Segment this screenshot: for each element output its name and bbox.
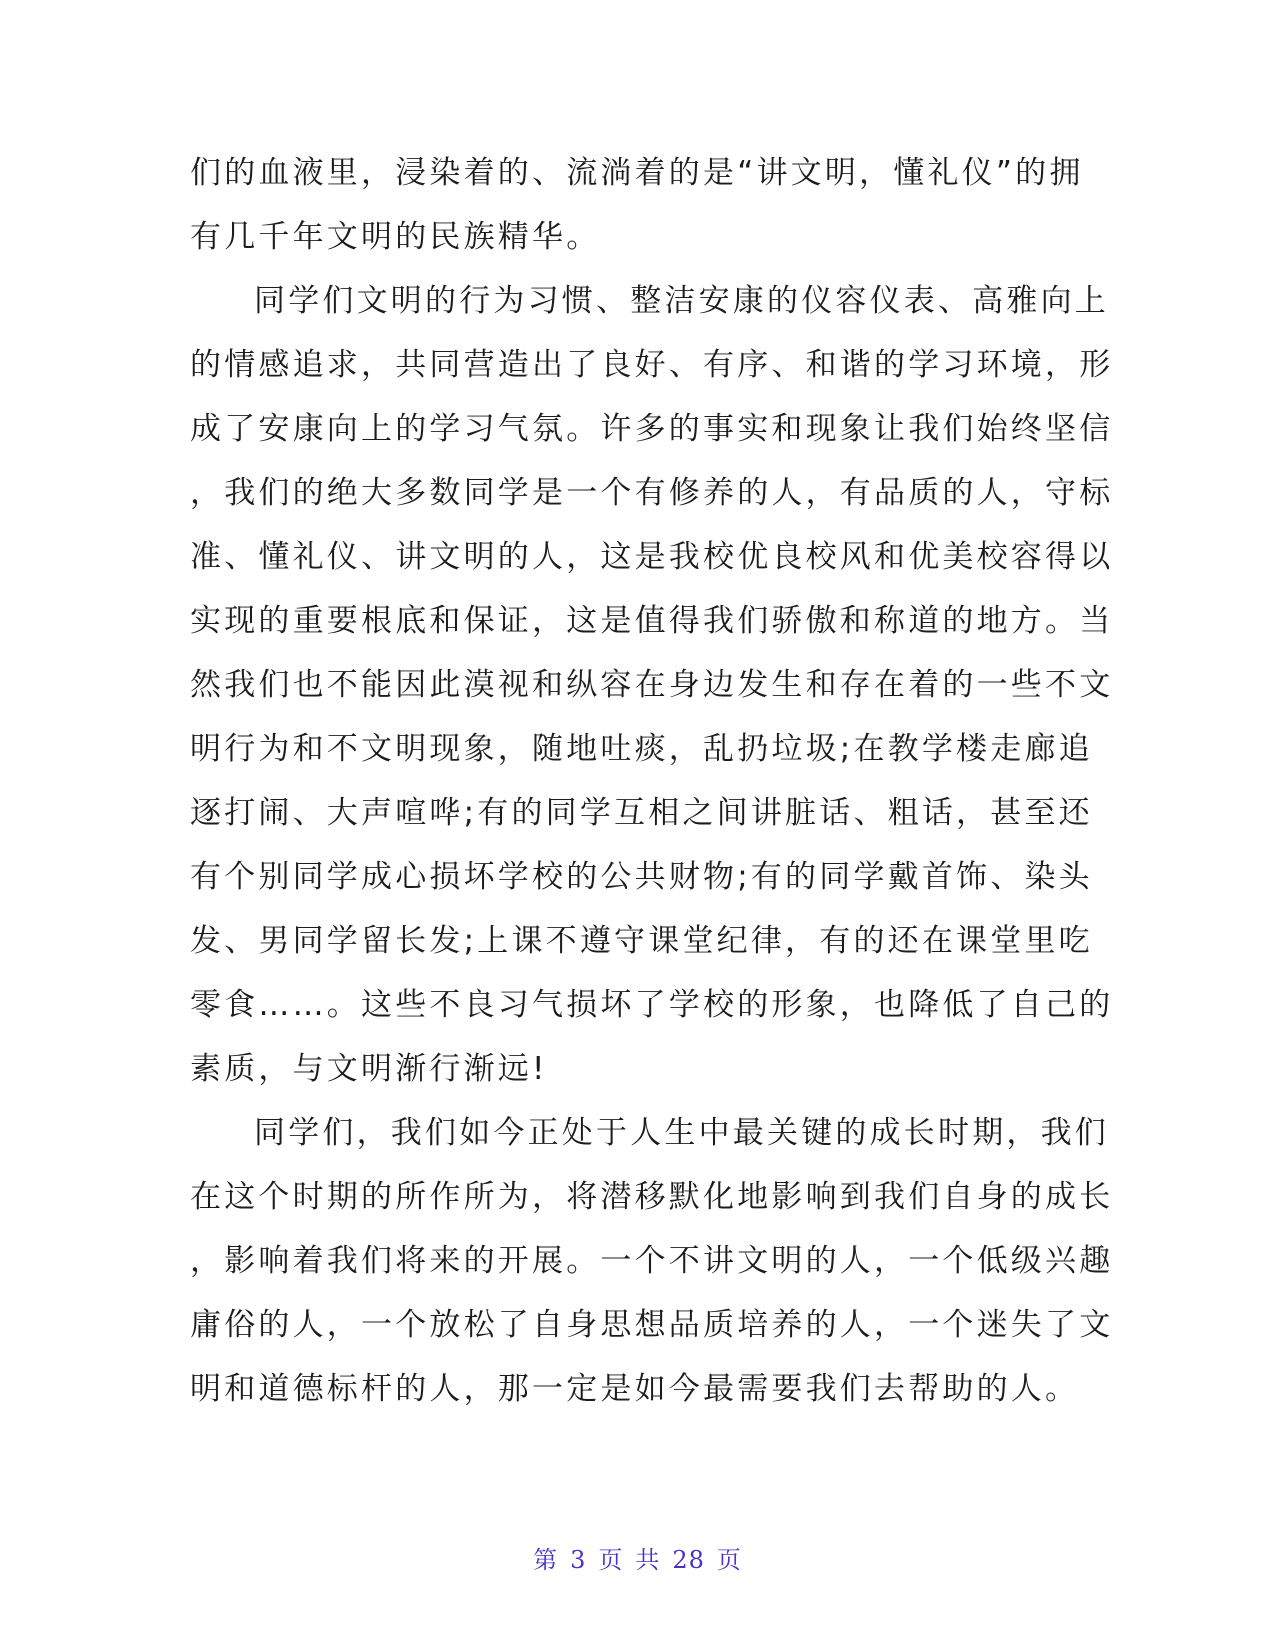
text-line: 庸俗的人，一个放松了自身思想品质培养的人，一个迷失了文 [190, 1307, 1114, 1343]
paragraph-2 [190, 269, 1114, 1101]
text-line: 然我们也不能因此漠视和纵容在身边发生和存在着的一些不文 [190, 667, 1114, 703]
text-line: 的情感追求，共同营造出了良好、有序、和谐的学习环境，形 [190, 347, 1114, 383]
footer-total-label: 共 [635, 1546, 661, 1574]
text-line: 明行为和不文明现象，随地吐痰，乱扔垃圾;在教学楼走廊追 [190, 731, 1093, 767]
text-line: 实现的重要根底和保证，这是值得我们骄傲和称道的地方。当 [190, 603, 1114, 639]
text-line: 发、男同学留长发;上课不遵守课堂纪律，有的还在课堂里吃 [190, 923, 1093, 959]
current-page-number: 3 [570, 1546, 587, 1574]
text-line: ，影响着我们将来的开展。一个不讲文明的人，一个低级兴趣 [190, 1243, 1114, 1279]
page-number-footer [0, 1540, 1275, 1575]
text-line: 零食……。这些不良习气损坏了学校的形象，也降低了自己的 [190, 987, 1114, 1023]
text-line: 有几千年文明的民族精华。 [190, 219, 601, 255]
footer-prefix: 第 [533, 1546, 559, 1574]
footer-total-unit: 页 [716, 1546, 742, 1574]
text-line: 成了安康向上的学习气氛。许多的事实和现象让我们始终坚信 [190, 411, 1114, 447]
text-line: 在这个时期的所作所为，将潜移默化地影响到我们自身的成长 [190, 1179, 1114, 1215]
text-line: ，我们的绝大多数同学是一个有修养的人，有品质的人，守标 [190, 475, 1114, 511]
footer-page-unit: 页 [598, 1546, 624, 1574]
text-line: 素质，与文明渐行渐远! [190, 1051, 548, 1087]
text-line: 准、懂礼仪、讲文明的人，这是我校优良校风和优美校容得以 [190, 539, 1114, 575]
text-line: 同学们，我们如今正处于人生中最关键的成长时期，我们 [254, 1115, 1109, 1151]
text-line: 有个别同学成心损坏学校的公共财物;有的同学戴首饰、染头 [190, 859, 1093, 895]
text-line: 同学们文明的行为习惯、整洁安康的仪容仪表、高雅向上 [254, 283, 1109, 319]
document-body [190, 141, 1114, 1421]
text-line: 逐打闹、大声喧哗;有的同学互相之间讲脏话、粗话，甚至还 [190, 795, 1093, 831]
total-page-count: 28 [672, 1546, 705, 1574]
text-line: 们的血液里，浸染着的、流淌着的是“讲文明，懂礼仪”的拥 [190, 155, 1084, 191]
paragraph-1 [190, 141, 1090, 269]
text-line: 明和道德标杆的人，那一定是如今最需要我们去帮助的人。 [190, 1371, 1080, 1407]
paragraph-3 [190, 1101, 1114, 1421]
